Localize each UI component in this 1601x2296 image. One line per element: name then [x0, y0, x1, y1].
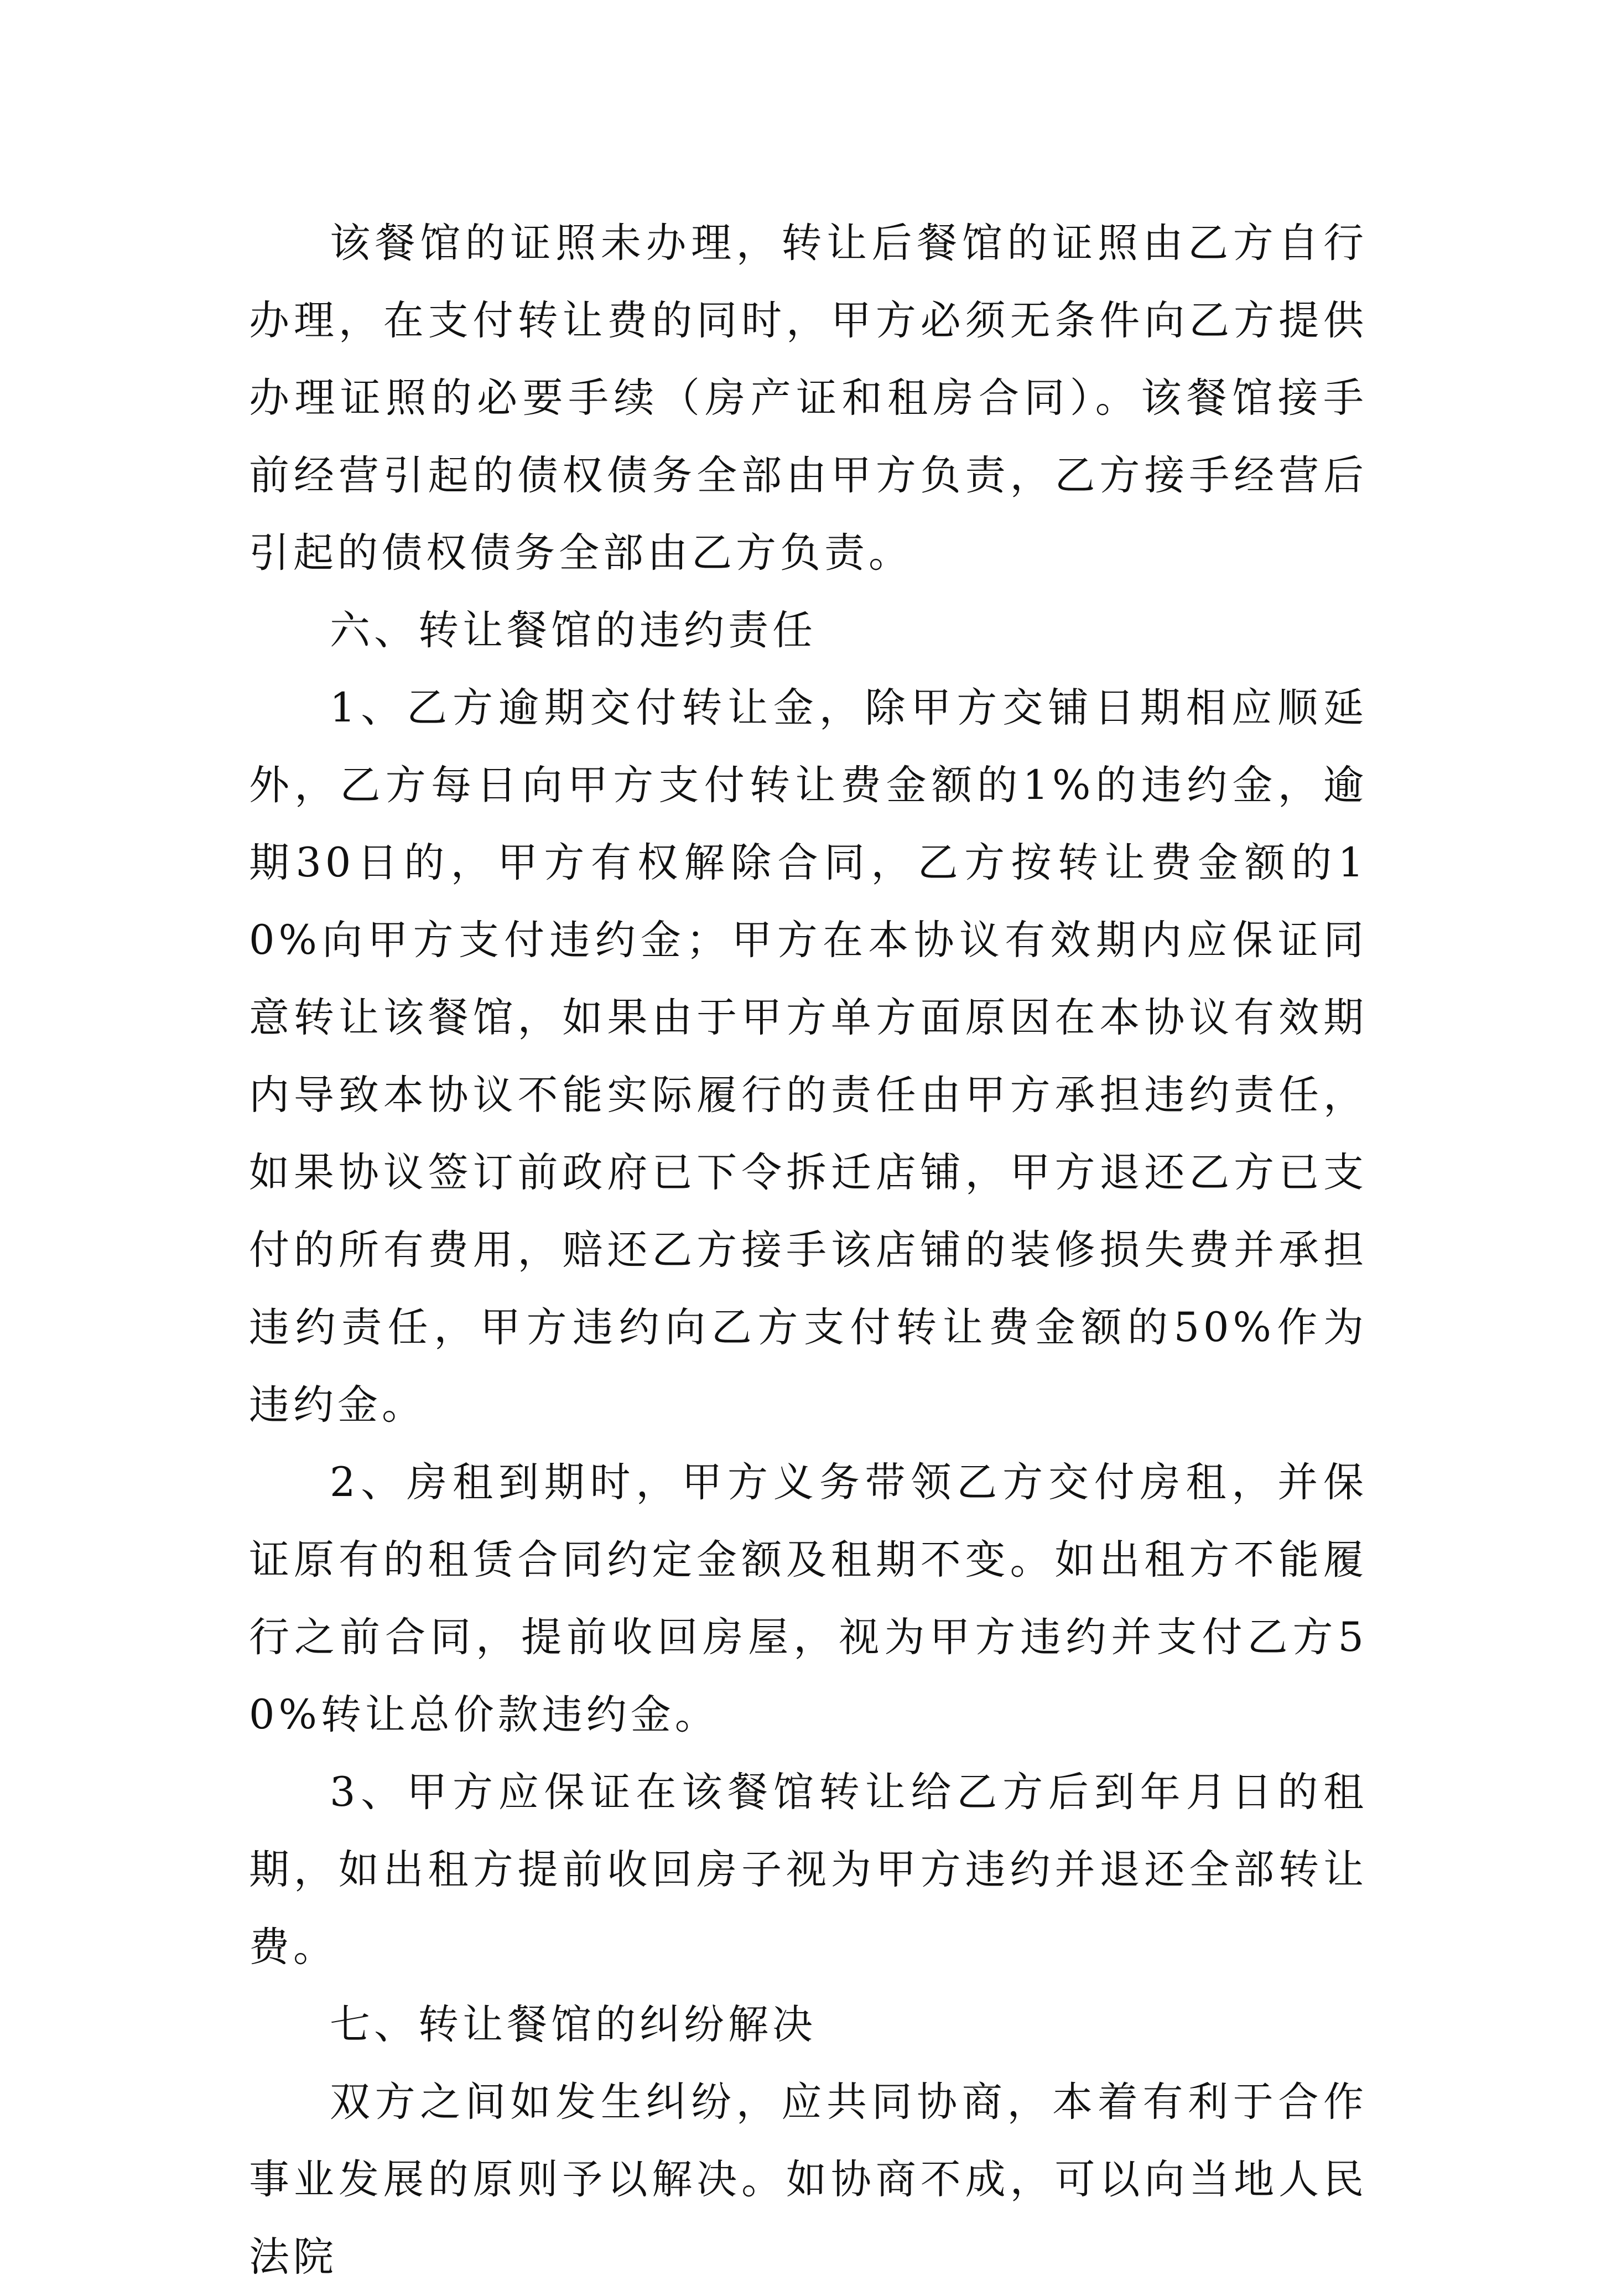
paragraph-dispute-resolution: 双方之间如发生纠纷，应共同协商，本着有利于合作事业发展的原则予以解决。如协商不成，可以向当地人民法院 [249, 2079, 1368, 2281]
document-body [249, 205, 1368, 2296]
section-heading-dispute-resolution: 七、转让餐馆的纠纷解决 [330, 2001, 817, 2048]
paragraph-license-and-debts: 该餐馆的证照未办理，转让后餐馆的证照由乙方自行办理，在支付转让费的同时，甲方必须无条件向乙方提供办理证照的必要手续（房产证和租房合同）。该餐馆接手前经营引起的债权债务全部由甲方负责，乙方接手经营后引起的债权债务全部由乙方负责。 [249, 220, 1368, 576]
section-heading-breach-liability: 六、转让餐馆的违约责任 [330, 607, 817, 654]
clause-3-lease-term: 3、甲方应保证在该餐馆转让给乙方后到年月日的租期，如出租方提前收回房子视为甲方违约并退还全部转让费。 [249, 1769, 1368, 1971]
clause-2-rent-expiry: 2、房租到期时，甲方义务带领乙方交付房租，并保证原有的租赁合同约定金额及租期不变。如出租方不能履行之前合同，提前收回房屋，视为甲方违约并支付乙方50%转让总价款违约金。 [249, 1459, 1368, 1738]
clause-1-late-payment: 1、乙方逾期交付转让金，除甲方交铺日期相应顺延外，乙方每日向甲方支付转让费金额的1%的违约金，逾期30日的，甲方有权解除合同，乙方按转让费金额的10%向甲方支付违约金；甲方在本协议有效期内应保证同意转让该餐馆，如果由于甲方单方面原因在本协议有效期内导致本协议不能实际履行的责任由甲方承担违约责任，如果协议签订前政府已下令拆迁店铺，甲方退还乙方已支付的所有费用，赔还乙方接手该店铺的装修损失费并承担违约责任，甲方违约向乙方支付转让费金额的50%作为违约金。 [249, 684, 1368, 1428]
